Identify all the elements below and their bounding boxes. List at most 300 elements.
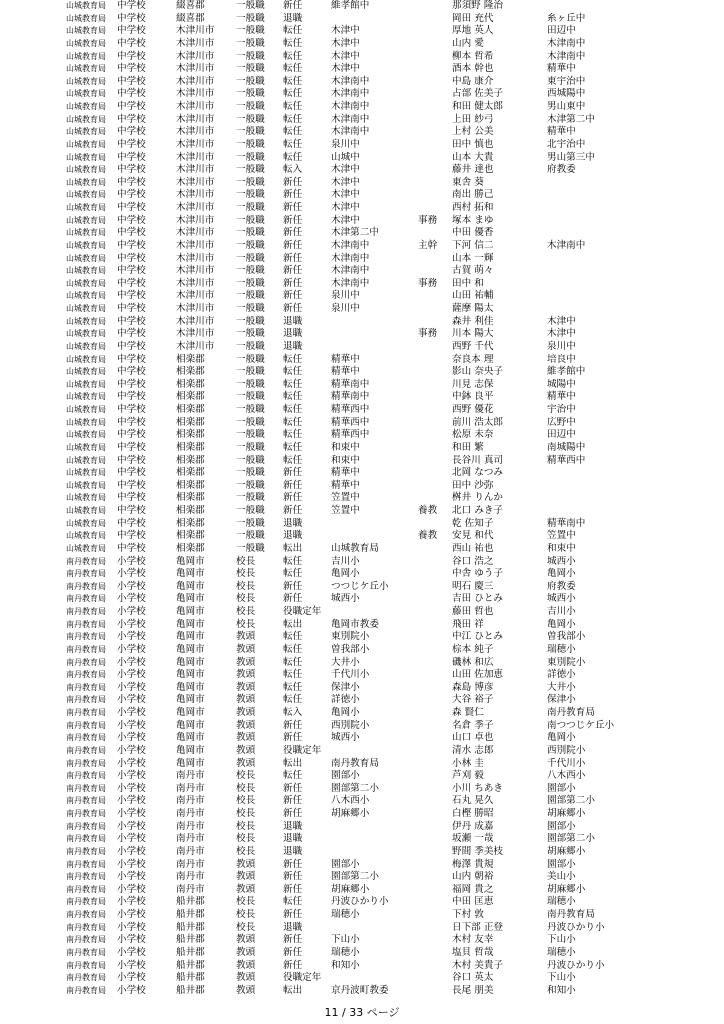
cell-bureau: 南丹教育局 xyxy=(66,619,106,629)
cell-dest: 精華西中 xyxy=(331,429,370,441)
cell-bureau: 南丹教育局 xyxy=(66,947,106,957)
cell-kind: 教頭 xyxy=(236,858,256,870)
cell-level: 小学校 xyxy=(117,732,146,744)
cell-org: 相楽郡 xyxy=(176,517,205,529)
cell-kind: 校長 xyxy=(236,782,256,794)
cell-org: 相楽郡 xyxy=(176,378,205,390)
cell-kind: 校長 xyxy=(236,580,256,592)
cell-dest: 亀岡小 xyxy=(331,568,360,580)
cell-org: 亀岡市 xyxy=(176,744,205,756)
cell-name: 中舎 ゆう子 xyxy=(452,568,504,580)
cell-dest: 木津中 xyxy=(331,50,360,62)
cell-bureau: 山城教育局 xyxy=(66,165,106,175)
cell-dest: 精華中 xyxy=(331,479,360,491)
cell-kind: 一般職 xyxy=(236,530,265,542)
cell-bureau: 南丹教育局 xyxy=(66,733,106,743)
table-row xyxy=(0,366,724,379)
cell-name: 和田 健太郎 xyxy=(452,101,504,112)
cell-move: 新任 xyxy=(283,719,303,731)
cell-prev: 精華南中 xyxy=(547,517,586,529)
cell-move: 転任 xyxy=(283,101,303,112)
cell-level: 小学校 xyxy=(117,555,146,567)
cell-name: 酒本 幹也 xyxy=(452,63,494,75)
cell-name: 長尾 朋美 xyxy=(452,984,494,996)
cell-move: 転任 xyxy=(283,694,303,706)
cell-dest: 城西小 xyxy=(331,593,360,605)
table-row xyxy=(0,884,724,897)
cell-level: 小学校 xyxy=(117,883,146,895)
cell-prev: 木津南中 xyxy=(547,50,586,62)
cell-prev: 田辺中 xyxy=(547,25,576,37)
cell-dest: 泉川中 xyxy=(331,303,360,314)
cell-kind: 一般職 xyxy=(236,252,265,264)
table-row xyxy=(0,985,724,998)
cell-level: 中学校 xyxy=(117,101,146,112)
cell-name: 野間 季美枝 xyxy=(452,845,504,857)
cell-org: 亀岡市 xyxy=(176,580,205,592)
cell-dest: 亀岡市教委 xyxy=(331,618,379,630)
cell-name: 古賀 萌々 xyxy=(452,265,494,277)
cell-name: 那須野 隆治 xyxy=(452,0,504,11)
cell-name: 白樫 勝昭 xyxy=(452,808,494,819)
cell-kind: 教頭 xyxy=(236,669,256,681)
cell-org: 亀岡市 xyxy=(176,681,205,693)
cell-kind: 一般職 xyxy=(236,378,265,390)
table-row xyxy=(0,0,724,13)
cell-level: 小学校 xyxy=(117,845,146,857)
cell-org: 相楽郡 xyxy=(176,542,205,554)
cell-prev: 南つつじケ丘小 xyxy=(547,719,615,731)
cell-dest: 瑞穂小 xyxy=(331,946,360,958)
table-row xyxy=(0,38,724,51)
cell-prev: 八木西小 xyxy=(547,770,586,782)
cell-dest: 園部小 xyxy=(331,858,360,870)
cell-bureau: 南丹教育局 xyxy=(66,556,106,566)
cell-bureau: 南丹教育局 xyxy=(66,644,106,654)
cell-kind: 教頭 xyxy=(236,871,256,883)
cell-move: 役職定年 xyxy=(283,606,322,617)
table-row xyxy=(0,404,724,417)
cell-bureau: 山城教育局 xyxy=(66,506,106,515)
cell-move: 退職 xyxy=(283,820,303,832)
cell-name: 飛田 祥 xyxy=(452,618,484,630)
cell-bureau: 南丹教育局 xyxy=(66,935,106,945)
cell-bureau: 山城教育局 xyxy=(66,480,106,490)
table-row xyxy=(0,189,724,202)
cell-dest: 木津南中 xyxy=(331,239,370,251)
cell-prev: 男山第三中 xyxy=(547,151,595,163)
cell-org: 木津川市 xyxy=(176,340,215,352)
cell-dest: 精華西中 xyxy=(331,416,370,428)
cell-level: 小学校 xyxy=(117,606,146,617)
cell-level: 中学校 xyxy=(117,492,146,504)
cell-kind: 一般職 xyxy=(236,75,265,87)
cell-name: 磯林 和広 xyxy=(452,656,494,668)
table-row xyxy=(0,581,724,594)
cell-org: 南丹市 xyxy=(176,858,205,870)
cell-name: 山田 祐輔 xyxy=(452,290,494,302)
cell-move: 新任 xyxy=(283,265,303,277)
cell-name: 中田 優香 xyxy=(452,227,494,239)
cell-level: 小学校 xyxy=(117,795,146,807)
cell-dest: 園部第二小 xyxy=(331,782,379,794)
cell-move: 転任 xyxy=(283,568,303,580)
cell-name: 棕本 純子 xyxy=(452,643,494,655)
cell-prev: 千代川小 xyxy=(547,757,586,769)
cell-name: 谷口 浩之 xyxy=(452,555,494,567)
cell-org: 亀岡市 xyxy=(176,593,205,605)
cell-kind: 校長 xyxy=(236,820,256,832)
cell-dest: 精華南中 xyxy=(331,378,370,390)
cell-level: 中学校 xyxy=(117,416,146,428)
cell-dest: 木津中 xyxy=(331,176,360,188)
cell-name: 田中 慎也 xyxy=(452,138,494,150)
cell-org: 船井郡 xyxy=(176,984,205,996)
cell-move: 転任 xyxy=(283,631,303,643)
cell-bureau: 南丹教育局 xyxy=(66,720,106,730)
cell-move: 転出 xyxy=(283,757,303,769)
cell-move: 退職 xyxy=(283,340,303,352)
cell-level: 中学校 xyxy=(117,404,146,415)
cell-org: 木津川市 xyxy=(176,37,215,49)
cell-bureau: 山城教育局 xyxy=(66,278,106,288)
cell-bureau: 山城教育局 xyxy=(66,89,106,99)
cell-bureau: 山城教育局 xyxy=(66,379,106,389)
cell-level: 小学校 xyxy=(117,984,146,996)
cell-prev: 北宇治中 xyxy=(547,138,586,150)
cell-org: 木津川市 xyxy=(176,63,215,75)
cell-move: 退職 xyxy=(283,845,303,857)
cell-bureau: 山城教育局 xyxy=(66,13,106,23)
cell-dest: 精華中 xyxy=(331,467,360,479)
cell-move: 転任 xyxy=(283,441,303,453)
cell-level: 中学校 xyxy=(117,50,146,62)
cell-move: 転任 xyxy=(283,416,303,428)
cell-bureau: 南丹教育局 xyxy=(66,758,106,768)
cell-dest: 精華西中 xyxy=(331,404,370,415)
cell-org: 南丹市 xyxy=(176,845,205,857)
cell-level: 小学校 xyxy=(117,669,146,681)
cell-bureau: 南丹教育局 xyxy=(66,859,106,869)
cell-kind: 教頭 xyxy=(236,707,256,718)
cell-kind: 一般職 xyxy=(236,505,265,516)
cell-level: 小学校 xyxy=(117,719,146,731)
cell-level: 小学校 xyxy=(117,921,146,933)
cell-dest: 精華中 xyxy=(331,353,360,365)
cell-level: 中学校 xyxy=(117,277,146,289)
cell-org: 木津川市 xyxy=(176,113,215,125)
table-row xyxy=(0,164,724,177)
table-row xyxy=(0,783,724,796)
cell-dest: 木津南中 xyxy=(331,88,370,100)
cell-kind: 一般職 xyxy=(236,37,265,49)
cell-prev: 瑞穂小 xyxy=(547,896,576,908)
cell-dest: 木津南中 xyxy=(331,101,370,112)
cell-dest: 木津中 xyxy=(331,202,360,213)
cell-level: 小学校 xyxy=(117,770,146,782)
cell-level: 中学校 xyxy=(117,366,146,378)
cell-org: 南丹市 xyxy=(176,883,205,895)
cell-name: 谷口 英太 xyxy=(452,972,494,984)
cell-level: 小学校 xyxy=(117,959,146,971)
cell-bureau: 南丹教育局 xyxy=(66,821,106,831)
cell-prev: 曽我部小 xyxy=(547,631,586,643)
cell-level: 小学校 xyxy=(117,896,146,908)
cell-level: 中学校 xyxy=(117,517,146,529)
cell-prev: 南丹教育局 xyxy=(547,909,595,920)
cell-name: 中田 匡恵 xyxy=(452,896,494,908)
cell-bureau: 山城教育局 xyxy=(66,291,106,301)
table-row xyxy=(0,455,724,468)
cell-kind: 校長 xyxy=(236,618,256,630)
table-row xyxy=(0,593,724,606)
cell-move: 転任 xyxy=(283,770,303,782)
cell-level: 小学校 xyxy=(117,782,146,794)
cell-level: 小学校 xyxy=(117,820,146,832)
cell-kind: 一般職 xyxy=(236,429,265,441)
cell-name: 清水 志郎 xyxy=(452,744,494,756)
cell-move: 転入 xyxy=(283,164,303,176)
cell-name: 占部 佐美子 xyxy=(452,88,504,100)
cell-org: 木津川市 xyxy=(176,239,215,251)
cell-name: 厚地 英人 xyxy=(452,25,494,37)
cell-bureau: 南丹教育局 xyxy=(66,771,106,781)
cell-level: 中学校 xyxy=(117,126,146,138)
cell-bureau: 山城教育局 xyxy=(66,417,106,427)
cell-org: 船井郡 xyxy=(176,896,205,908)
cell-kind: 一般職 xyxy=(236,126,265,138)
cell-bureau: 南丹教育局 xyxy=(66,985,106,995)
cell-dest: 精華中 xyxy=(331,366,360,378)
cell-bureau: 南丹教育局 xyxy=(66,695,106,705)
cell-move: 新任 xyxy=(283,505,303,516)
table-row xyxy=(0,253,724,266)
cell-bureau: 山城教育局 xyxy=(66,76,106,86)
table-row xyxy=(0,644,724,657)
cell-prev: 城西小 xyxy=(547,593,576,605)
cell-org: 船井郡 xyxy=(176,972,205,984)
cell-level: 小学校 xyxy=(117,934,146,946)
cell-dest: 丹波ひかり小 xyxy=(331,896,389,908)
cell-dest: 笠置中 xyxy=(331,492,360,504)
cell-org: 木津川市 xyxy=(176,214,215,226)
cell-org: 亀岡市 xyxy=(176,631,205,643)
cell-kind: 一般職 xyxy=(236,517,265,529)
cell-kind: 教頭 xyxy=(236,732,256,744)
cell-prev: 維孝館中 xyxy=(547,366,586,378)
cell-prev: 男山東中 xyxy=(547,101,586,112)
cell-dest: 木津中 xyxy=(331,214,360,226)
cell-name: 中鉢 良平 xyxy=(452,391,494,403)
cell-name: 藤田 哲也 xyxy=(452,606,494,617)
cell-org: 相楽郡 xyxy=(176,492,205,504)
cell-move: 転任 xyxy=(283,63,303,75)
cell-org: 南丹市 xyxy=(176,808,205,819)
cell-org: 相楽郡 xyxy=(176,404,205,415)
cell-kind: 一般職 xyxy=(236,542,265,554)
cell-dest: 山城中 xyxy=(331,151,360,163)
cell-name: 北岡 なつみ xyxy=(452,467,504,479)
cell-dest: 木津第二中 xyxy=(331,227,379,239)
cell-prev: 宇治中 xyxy=(547,404,576,415)
cell-org: 相楽郡 xyxy=(176,391,205,403)
cell-bureau: 南丹教育局 xyxy=(66,682,106,692)
cell-move: 新任 xyxy=(283,795,303,807)
cell-bureau: 南丹教育局 xyxy=(66,708,106,717)
cell-bureau: 山城教育局 xyxy=(66,114,106,124)
cell-name: 川本 陽大 xyxy=(452,328,494,340)
table-row xyxy=(0,354,724,367)
cell-org: 亀岡市 xyxy=(176,757,205,769)
cell-bureau: 山城教育局 xyxy=(66,341,106,351)
cell-move: 転任 xyxy=(283,896,303,908)
cell-kind: 一般職 xyxy=(236,63,265,75)
cell-level: 小学校 xyxy=(117,946,146,958)
cell-prev: 亀岡小 xyxy=(547,618,576,630)
cell-bureau: 山城教育局 xyxy=(66,228,106,238)
table-row xyxy=(0,694,724,707)
cell-kind: 教頭 xyxy=(236,946,256,958)
cell-move: 新任 xyxy=(283,214,303,226)
cell-kind: 一般職 xyxy=(236,404,265,415)
cell-name: 石丸 晃久 xyxy=(452,795,494,807)
cell-level: 中学校 xyxy=(117,353,146,365)
cell-name: 森井 利佳 xyxy=(452,315,494,327)
cell-bureau: 山城教育局 xyxy=(66,152,106,162)
cell-prev: 保津小 xyxy=(547,694,576,706)
cell-kind: 一般職 xyxy=(236,340,265,352)
cell-move: 転任 xyxy=(283,151,303,163)
cell-move: 退職 xyxy=(283,12,303,24)
table-row xyxy=(0,177,724,190)
cell-move: 転任 xyxy=(283,75,303,87)
cell-kind: 校長 xyxy=(236,593,256,605)
cell-level: 中学校 xyxy=(117,189,146,201)
table-row xyxy=(0,417,724,430)
cell-move: 新任 xyxy=(283,858,303,870)
cell-kind: 一般職 xyxy=(236,366,265,378)
cell-move: 新任 xyxy=(283,467,303,479)
cell-kind: 一般職 xyxy=(236,101,265,112)
cell-level: 中学校 xyxy=(117,113,146,125)
cell-move: 新任 xyxy=(283,909,303,920)
cell-bureau: 山城教育局 xyxy=(66,64,106,74)
cell-kind: 教頭 xyxy=(236,694,256,706)
cell-kind: 教頭 xyxy=(236,631,256,643)
cell-level: 中学校 xyxy=(117,328,146,340)
cell-move: 新任 xyxy=(283,479,303,491)
cell-move: 転任 xyxy=(283,25,303,37)
cell-prev: 園部小 xyxy=(547,820,576,832)
table-row xyxy=(0,859,724,872)
cell-bureau: 南丹教育局 xyxy=(66,834,106,844)
cell-dest: 下山小 xyxy=(331,934,360,946)
cell-name: 山口 卓也 xyxy=(452,732,494,744)
cell-org: 木津川市 xyxy=(176,75,215,87)
cell-kind: 一般職 xyxy=(236,328,265,340)
table-row xyxy=(0,833,724,846)
cell-bureau: 南丹教育局 xyxy=(66,910,106,919)
table-row xyxy=(0,227,724,240)
cell-org: 木津川市 xyxy=(176,328,215,340)
cell-org: 亀岡市 xyxy=(176,694,205,706)
cell-level: 中学校 xyxy=(117,214,146,226)
cell-org: 綴喜郡 xyxy=(176,12,205,24)
cell-kind: 一般職 xyxy=(236,202,265,213)
cell-name: 松原 未奈 xyxy=(452,429,494,441)
cell-bureau: 南丹教育局 xyxy=(66,973,106,983)
cell-name: 伊丹 成嘉 xyxy=(452,820,494,832)
cell-prev: 精華中 xyxy=(547,63,576,75)
cell-move: 新任 xyxy=(283,303,303,314)
cell-org: 相楽郡 xyxy=(176,416,205,428)
table-row xyxy=(0,265,724,278)
cell-kind: 一般職 xyxy=(236,315,265,327)
cell-org: 木津川市 xyxy=(176,252,215,264)
cell-prev: 西別院小 xyxy=(547,744,586,756)
cell-name: 西村 拓和 xyxy=(452,202,494,213)
cell-level: 中学校 xyxy=(117,378,146,390)
cell-name: 山田 佐加恵 xyxy=(452,669,504,681)
cell-bureau: 山城教育局 xyxy=(66,203,106,212)
cell-move: 転出 xyxy=(283,618,303,630)
cell-bureau: 山城教育局 xyxy=(66,405,106,414)
cell-bureau: 山城教育局 xyxy=(66,177,106,187)
cell-org: 木津川市 xyxy=(176,25,215,37)
page-number: 11 / 33 ページ xyxy=(324,1006,400,1019)
table-row xyxy=(0,202,724,215)
cell-name: 下河 信二 xyxy=(452,239,494,251)
cell-level: 小学校 xyxy=(117,568,146,580)
cell-move: 転任 xyxy=(283,656,303,668)
cell-bureau: 南丹教育局 xyxy=(66,897,106,907)
table-row xyxy=(0,732,724,745)
table-row xyxy=(0,215,724,228)
cell-kind: 一般職 xyxy=(236,138,265,150)
cell-dest: 木津中 xyxy=(331,63,360,75)
cell-level: 中学校 xyxy=(117,454,146,466)
cell-prev: 園部第二小 xyxy=(547,833,595,845)
cell-bureau: 南丹教育局 xyxy=(66,783,106,793)
table-row xyxy=(0,88,724,101)
table-row xyxy=(0,505,724,518)
cell-move: 新任 xyxy=(283,252,303,264)
table-row xyxy=(0,745,724,758)
table-row xyxy=(0,707,724,720)
cell-dest: 保津小 xyxy=(331,681,360,693)
cell-level: 中学校 xyxy=(117,176,146,188)
cell-org: 南丹市 xyxy=(176,770,205,782)
cell-dest: 胡麻郷小 xyxy=(331,883,370,895)
cell-level: 中学校 xyxy=(117,530,146,542)
cell-kind: 教頭 xyxy=(236,984,256,996)
cell-move: 新任 xyxy=(283,946,303,958)
cell-move: 新任 xyxy=(283,732,303,744)
cell-kind: 一般職 xyxy=(236,454,265,466)
cell-kind: 一般職 xyxy=(236,25,265,37)
cell-role: 事務 xyxy=(418,214,438,226)
cell-role: 養教 xyxy=(418,505,438,516)
cell-name: 上田 紗弓 xyxy=(452,113,494,125)
cell-dest: 山城教育局 xyxy=(331,542,379,554)
cell-org: 相楽郡 xyxy=(176,505,205,516)
cell-dest: 木津南中 xyxy=(331,113,370,125)
cell-org: 亀岡市 xyxy=(176,656,205,668)
cell-dest: 木津南中 xyxy=(331,126,370,138)
cell-org: 木津川市 xyxy=(176,151,215,163)
cell-prev: 胡麻郷小 xyxy=(547,845,586,857)
cell-org: 南丹市 xyxy=(176,871,205,883)
